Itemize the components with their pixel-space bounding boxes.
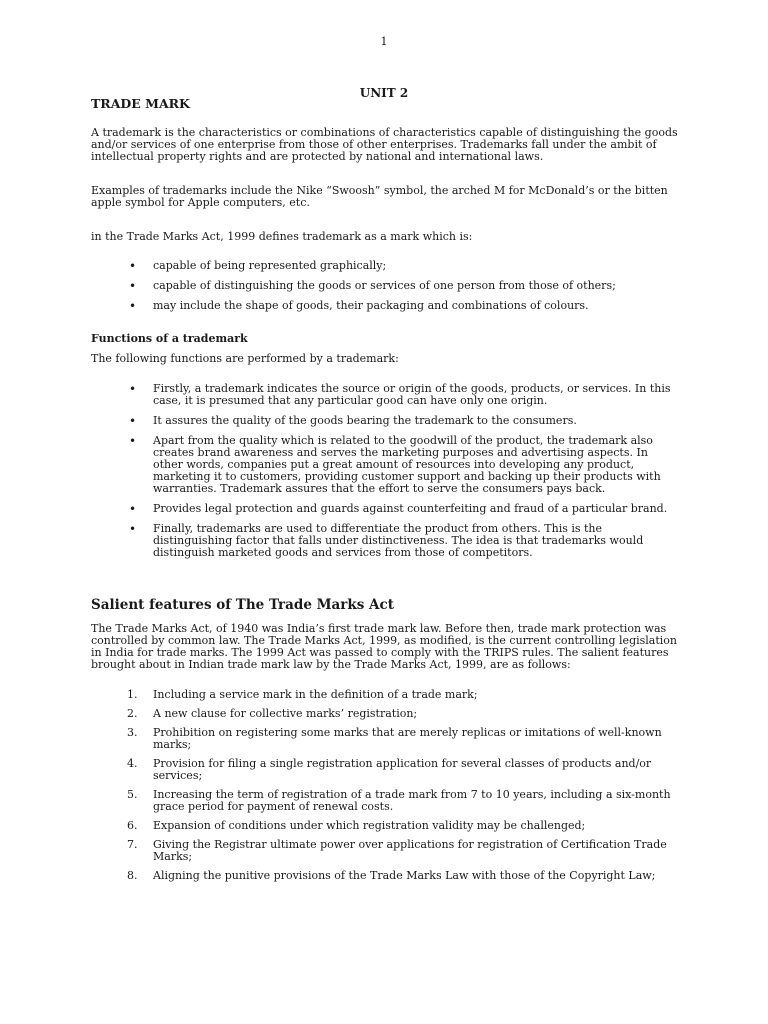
list-item bbox=[127, 819, 681, 832]
list-item-text: Provision for filing a single registration application for several classes of products and/or services; bbox=[153, 757, 652, 782]
list-item bbox=[127, 757, 681, 782]
list-item bbox=[127, 707, 681, 720]
list-item-text: Including a service mark in the definition of a trade mark; bbox=[153, 688, 478, 701]
list-item-text: Increasing the term of registration of a trade mark from 7 to 10 years, including a six-month grace period for payment of renewal costs. bbox=[153, 788, 671, 813]
functions-heading: Functions of a trademark bbox=[91, 332, 248, 345]
list-item bbox=[127, 869, 681, 882]
definition-bullet-list bbox=[91, 260, 681, 312]
list-item-text: Giving the Registrar ultimate power over applications for registration of Certification Trade Marks; bbox=[153, 838, 667, 863]
list-item bbox=[127, 726, 681, 751]
salient-features-heading: Salient features of The Trade Marks Act bbox=[91, 597, 394, 613]
functions-intro: The following functions are performed by a trademark: bbox=[91, 352, 399, 365]
list-item: • capable of distinguishing the goods or services of one person from those of others; bbox=[153, 280, 681, 292]
functions-bullet-list bbox=[91, 383, 681, 559]
list-item-number: 4. bbox=[127, 757, 138, 770]
list-item bbox=[127, 838, 681, 863]
trademark-examples-paragraph: Examples of trademarks include the Nike “Swoosh” symbol, the arched M for McDonald’s or the bitten apple symbol for Apple computers, etc. bbox=[91, 184, 668, 209]
list-item-number: 6. bbox=[127, 819, 138, 832]
list-item: • Firstly, a trademark indicates the source or origin of the goods, products, or services. In this case, it is presumed that any particular good can have only one origin. bbox=[153, 383, 681, 407]
list-item: • Apart from the quality which is related to the goodwill of the product, the trademark also creates brand awareness and serves the marketing purposes and advertising aspects. In other words, companies put a great amount of resources into developing any product, marketing it to customers, providing customer support and backing up their products with warranties. Trademark assures that the effort to serve the consumers pays back. bbox=[153, 435, 681, 495]
list-item-text: A new clause for collective marks’ registration; bbox=[153, 707, 418, 720]
list-item: • Provides legal protection and guards against counterfeiting and fraud of a particular brand. bbox=[153, 503, 681, 515]
list-item-number: 5. bbox=[127, 788, 138, 801]
trademark-definition-intro: in the Trade Marks Act, 1999 defines trademark as a mark which is: bbox=[91, 230, 473, 243]
trademark-intro-paragraph: A trademark is the characteristics or combinations of characteristics capable of distinguishing the goods and/or services of one enterprise from those of other enterprises. Trademarks fall under the ambit of intellectual property rights and are protected by national and international laws. bbox=[91, 126, 678, 163]
list-item-number: 2. bbox=[127, 707, 138, 720]
list-item: • capable of being represented graphically; bbox=[153, 260, 681, 272]
list-item-number: 1. bbox=[127, 688, 138, 701]
salient-intro-paragraph: The Trade Marks Act, of 1940 was India’s first trade mark law. Before then, trade mark protection was controlled by common law. The Trade Marks Act, 1999, as modified, is the current controlling legislation in India for trade marks. The 1999 Act was passed to comply with the TRIPS rules. The salient features brought about in Indian trade mark law by the Trade Marks Act, 1999, are as follows: bbox=[91, 622, 677, 671]
page-content bbox=[91, 97, 681, 889]
list-item: • Finally, trademarks are used to differentiate the product from others. This is the distinguishing factor that falls under distinctiveness. The idea is that trademarks would distinguish marketed goods and services from those of competitors. bbox=[153, 523, 681, 559]
unit-heading: UNIT 2 bbox=[359, 86, 409, 100]
list-item-number: 7. bbox=[127, 838, 138, 851]
list-item-text: Prohibition on registering some marks that are merely replicas or imitations of well-known marks; bbox=[153, 726, 662, 751]
list-item bbox=[127, 688, 681, 701]
list-item: • may include the shape of goods, their packaging and combinations of colours. bbox=[153, 300, 681, 312]
salient-features-list bbox=[91, 689, 681, 882]
list-item: • It assures the quality of the goods bearing the trademark to the consumers. bbox=[153, 415, 681, 427]
list-item-text: Aligning the punitive provisions of the Trade Marks Law with those of the Copyright Law; bbox=[153, 869, 656, 882]
list-item-text: Expansion of conditions under which registration validity may be challenged; bbox=[153, 819, 586, 832]
list-item-number: 3. bbox=[127, 726, 138, 739]
list-item bbox=[127, 788, 681, 813]
page-number: 1 bbox=[380, 35, 388, 48]
list-item-number: 8. bbox=[127, 869, 138, 882]
trademark-title: TRADE MARK bbox=[91, 96, 190, 111]
